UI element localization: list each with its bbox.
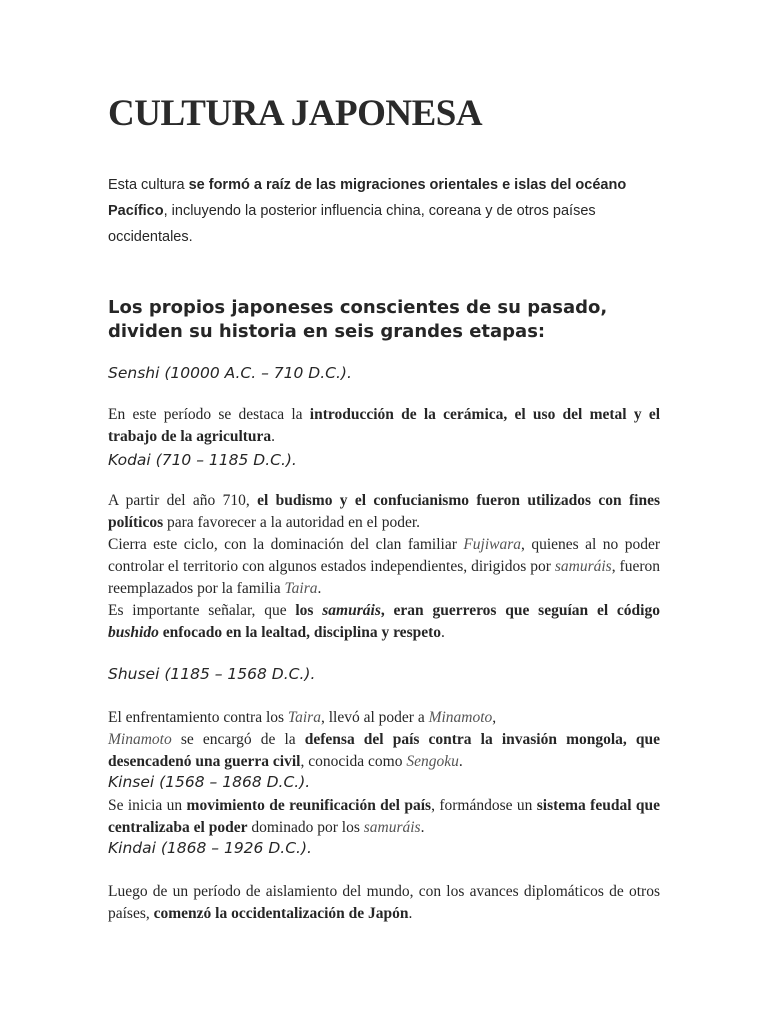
family-name: Taira xyxy=(287,709,321,726)
family-name: Minamoto xyxy=(108,731,172,748)
paragraph-kodai-1 xyxy=(108,490,660,534)
paragraph-text: . xyxy=(408,905,413,922)
paragraph-text: . xyxy=(441,624,445,641)
paragraph-text: Luego de un período de aislamiento del mundo, con los avances diplomáticos de otros países, xyxy=(108,883,660,922)
paragraph-text: , conocida como xyxy=(300,753,407,770)
paragraph-kindai xyxy=(108,881,660,925)
paragraph-text: Cierra este ciclo, con la dominación del clan familiar xyxy=(108,536,464,553)
period-heading-kinsei: Kinsei (1568 – 1868 D.C.). xyxy=(108,773,311,791)
paragraph-bold-text: defensa del país contra la invasión mongola, que desencadenó una guerra civil xyxy=(108,731,661,770)
term-samurais: samuráis xyxy=(554,558,612,575)
paragraph-text: . xyxy=(420,819,425,836)
paragraph-bold-text: sistema feudal que centralizaba el poder xyxy=(108,797,661,836)
paragraph-text: A partir del año 710, xyxy=(108,492,258,509)
paragraph-text: Es importante señalar, que xyxy=(108,602,296,619)
section-heading: Los propios japoneses conscientes de su pasado, dividen su historia en seis grandes etapas: xyxy=(108,297,608,342)
paragraph-kinsei xyxy=(108,795,660,839)
paragraph-text: dominado por los xyxy=(247,819,364,836)
paragraph-bold-text: , eran guerreros que seguían el código xyxy=(380,602,660,619)
period-heading-senshi: Senshi (10000 A.C. – 710 D.C.). xyxy=(108,364,352,382)
paragraph-bold-text: los xyxy=(295,602,323,619)
paragraph-text: En este período se destaca la xyxy=(108,406,310,423)
paragraph-text: , llevó al poder a xyxy=(320,709,429,726)
paragraph-text: , formándose un xyxy=(431,797,537,814)
paragraph-text: se encargó de la xyxy=(171,731,305,748)
paragraph-text: Se inicia un xyxy=(108,797,187,814)
paragraph-text: . xyxy=(317,580,322,597)
paragraph-text: para favorecer a la autoridad en el poder. xyxy=(163,514,421,531)
paragraph-text: . xyxy=(458,753,463,770)
intro-bold-text: se formó a raíz de las migraciones orientales e islas del océano Pacífico xyxy=(108,177,627,219)
term-bushido: bushido xyxy=(108,624,159,641)
paragraph-bold-text: comenzó la occidentalización de Japón xyxy=(153,905,409,922)
clan-name: Fujiwara xyxy=(463,536,522,553)
paragraph-text: , xyxy=(492,709,497,726)
term-samurais: samuráis xyxy=(363,819,421,836)
intro-text: , incluyendo la posterior influencia china, coreana y de otros países occidentales. xyxy=(108,203,596,245)
paragraph-text: , quienes al no poder controlar el territorio con algunos estados independientes, dirigidos por xyxy=(108,536,660,575)
paragraph-senshi xyxy=(108,404,660,448)
paragraph-bold-text: el budismo y el confucianismo fueron utilizados con fines políticos xyxy=(108,492,660,531)
paragraph-bold-text: enfocado en la lealtad, disciplina y respeto xyxy=(158,624,442,641)
period-heading-kindai: Kindai (1868 – 1926 D.C.). xyxy=(108,839,312,857)
paragraph-text: El enfrentamiento contra los xyxy=(108,709,288,726)
period-heading-shusei: Shusei (1185 – 1568 D.C.). xyxy=(108,665,316,683)
paragraph-shusei xyxy=(108,707,660,773)
paragraph-bold-text: introducción de la cerámica, el uso del metal y el trabajo de la agricultura xyxy=(108,406,661,445)
paragraph-kodai-3 xyxy=(108,600,660,644)
intro-paragraph xyxy=(108,172,648,250)
family-name: Taira xyxy=(284,580,318,597)
paragraph-text: , fueron reemplazados por la familia xyxy=(108,558,661,597)
era-name: Sengoku xyxy=(406,753,459,770)
paragraph-kodai-2 xyxy=(108,534,660,600)
period-heading-kodai: Kodai (710 – 1185 D.C.). xyxy=(108,451,297,469)
intro-text: Esta cultura xyxy=(108,177,189,193)
term-samurais: samuráis xyxy=(322,602,381,619)
page-title: CULTURA JAPONESA xyxy=(108,93,483,134)
paragraph-bold-text: movimiento de reunificación del país xyxy=(186,797,432,814)
paragraph-text: . xyxy=(271,428,276,445)
family-name: Minamoto xyxy=(428,709,493,726)
